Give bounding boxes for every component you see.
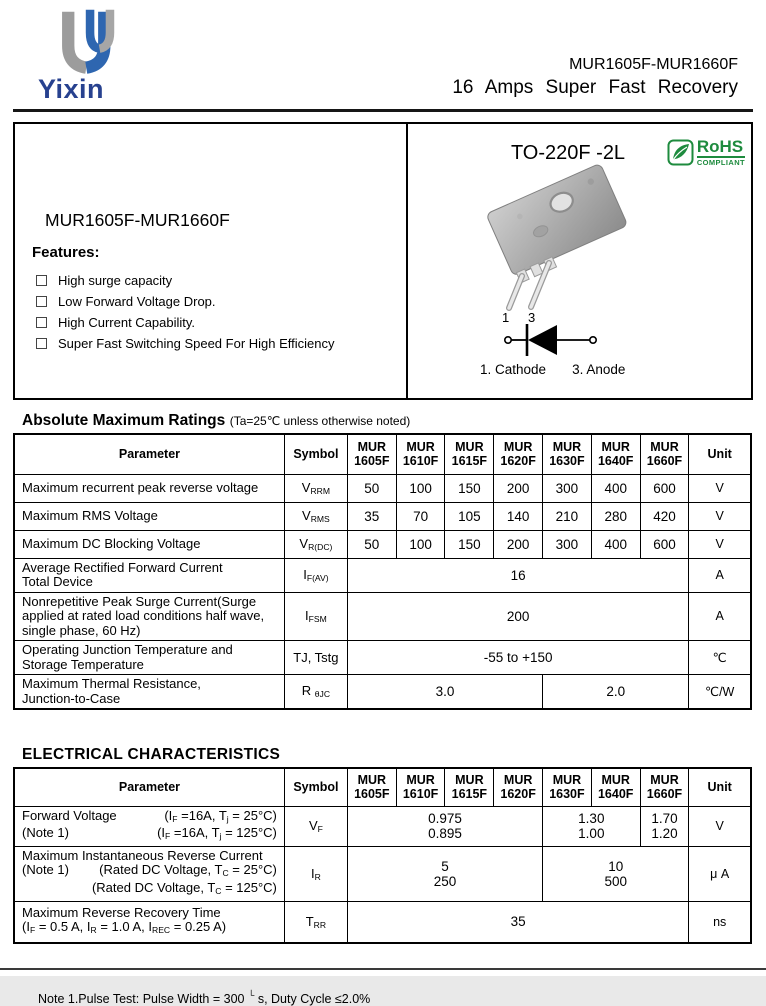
table-row-ir: [14, 846, 751, 901]
rohs-name: RoHS: [696, 137, 744, 156]
param-cell: Maximum recurrent peak reverse voltage: [14, 474, 284, 502]
col-mur1630f: MUR 1630F: [543, 434, 592, 474]
col-mur1615f: MUR 1615F: [445, 434, 494, 474]
value-cell: 600: [640, 474, 689, 502]
rohs-badge: [667, 138, 745, 167]
param-cell: Maximum Instantaneous Reverse Current (Note 1) (Rated DC Voltage, TC = 25°C) (Rated DC Voltage, TC = 125°C): [14, 846, 284, 901]
value-cell: 70: [396, 502, 445, 530]
package-title: TO-220F -2L: [510, 142, 626, 164]
col-mur1630f: MUR 1630F: [543, 768, 592, 806]
abs-max-table: [13, 433, 752, 710]
value-cell: 280: [591, 502, 640, 530]
pin3-label: 3: [528, 310, 536, 325]
symbol-cell: VF: [284, 806, 347, 846]
value-cell: 600: [640, 530, 689, 558]
value-cell: 3.0: [347, 675, 542, 710]
col-parameter: Parameter: [14, 768, 284, 806]
param-cell: Nonrepetitive Peak Surge Current(Surge applied at rated load conditions half wave, single phase, 60 Hz): [14, 592, 284, 641]
col-symbol: Symbol: [284, 768, 347, 806]
micro-glyph: └: [247, 990, 255, 1001]
value-cell: 1.30 1.00: [543, 806, 641, 846]
feature-label: Low Forward Voltage Drop.: [58, 294, 216, 309]
value-cell: 140: [494, 502, 543, 530]
value-cell: 105: [445, 502, 494, 530]
unit-cell: V: [689, 502, 751, 530]
value-cell: 100: [396, 474, 445, 502]
overview-left-panel: [15, 124, 406, 398]
symbol-cell: TJ, Tstg: [284, 641, 347, 675]
header-part-range: MUR1605F-MUR1660F: [569, 56, 738, 73]
unit-cell: V: [689, 474, 751, 502]
anode-label: 3. Anode: [572, 362, 626, 377]
leaf-icon: [667, 139, 694, 166]
features-list: [36, 270, 335, 354]
table-row-ifsm: [14, 592, 751, 641]
unit-cell: μ A: [689, 846, 751, 901]
table-row-vrms: [14, 502, 751, 530]
value-cell: 50: [347, 474, 396, 502]
value-cell: 150: [445, 474, 494, 502]
table-row-vrrm: [14, 474, 751, 502]
feature-item: [36, 312, 335, 333]
col-mur1620f: MUR 1620F: [494, 768, 543, 806]
yixin-logo-icon: [54, 8, 128, 78]
value-cell: 35: [347, 901, 688, 943]
symbol-cell: TRR: [284, 901, 347, 943]
package-photo: [456, 164, 666, 326]
param-cell: Maximum Reverse Recovery Time (IF = 0.5 A, IR = 1.0 A, IREC = 0.25 A): [14, 901, 284, 943]
symbol-cell: R θJC: [284, 675, 347, 710]
value-cell: 2.0: [543, 675, 689, 710]
rohs-compliant-label: COMPLIANT: [696, 157, 745, 167]
features-title: Features:: [32, 244, 100, 261]
value-cell: 200: [347, 592, 688, 641]
abs-max-subtitle: (Ta=25℃ unless otherwise noted): [229, 414, 411, 428]
param-cell: Forward Voltage (IF =16A, Tj = 25°C) (Note 1) (IF =16A, Tj = 125°C): [14, 806, 284, 846]
symbol-cell: VR(DC): [284, 530, 347, 558]
param-cell: Average Rectified Forward Current Total Device: [14, 558, 284, 592]
unit-cell: ns: [689, 901, 751, 943]
feature-label: High surge capacity: [58, 273, 173, 288]
unit-cell: ℃: [689, 641, 751, 675]
table-row-vrdc: [14, 530, 751, 558]
value-cell: 400: [591, 474, 640, 502]
unit-cell: A: [689, 592, 751, 641]
value-cell: 150: [445, 530, 494, 558]
header-rule: [13, 109, 753, 112]
table-header-row: [14, 768, 751, 806]
param-cell: Maximum DC Blocking Voltage: [14, 530, 284, 558]
value-cell: 200: [494, 474, 543, 502]
value-cell: 50: [347, 530, 396, 558]
param-cell: Operating Junction Temperature and Storage Temperature: [14, 641, 284, 675]
footnote: Note 1.Pulse Test: Pulse Width = 300 └ s, Duty Cycle ≤2.0%: [38, 990, 371, 1006]
overview-right-panel: [406, 124, 751, 398]
checkbox-icon: [36, 317, 47, 328]
checkbox-icon: [36, 338, 47, 349]
abs-max-title: Absolute Maximum Ratings: [22, 412, 226, 429]
feature-item: [36, 291, 335, 312]
value-cell: 100: [396, 530, 445, 558]
footer-rule: [0, 968, 766, 970]
symbol-cell: IR: [284, 846, 347, 901]
value-cell: 10 500: [543, 846, 689, 901]
col-mur1660f: MUR 1660F: [640, 434, 689, 474]
diode-symbol-icon: [503, 322, 598, 358]
table-row-trr: [14, 901, 751, 943]
abs-max-heading: [22, 412, 753, 430]
value-cell: 420: [640, 502, 689, 530]
col-symbol: Symbol: [284, 434, 347, 474]
symbol-cell: IF(AV): [284, 558, 347, 592]
header-titles: [452, 56, 738, 99]
table-row-vf: [14, 806, 751, 846]
unit-cell: V: [689, 530, 751, 558]
symbol-cell: VRMS: [284, 502, 347, 530]
table-row-ifav: [14, 558, 751, 592]
value-cell: 300: [543, 530, 592, 558]
diode-pin-labels: [480, 362, 625, 377]
value-cell: 300: [543, 474, 592, 502]
col-unit: Unit: [689, 768, 751, 806]
col-mur1605f: MUR 1605F: [347, 768, 396, 806]
header-subtitle: 16 Amps Super Fast Recovery: [452, 77, 738, 98]
table-header-row: [14, 434, 751, 474]
rohs-text: [697, 138, 745, 167]
symbol-cell: IFSM: [284, 592, 347, 641]
col-unit: Unit: [689, 434, 751, 474]
value-cell: 200: [494, 530, 543, 558]
col-mur1640f: MUR 1640F: [591, 434, 640, 474]
value-cell: 5 250: [347, 846, 542, 901]
table-row-rthjc: [14, 675, 751, 710]
table-row-tj: [14, 641, 751, 675]
unit-cell: ℃/W: [689, 675, 751, 710]
value-cell: 210: [543, 502, 592, 530]
unit-cell: V: [689, 806, 751, 846]
param-cell: Maximum Thermal Resistance, Junction-to-Case: [14, 675, 284, 710]
page-header: [0, 0, 766, 112]
col-mur1620f: MUR 1620F: [494, 434, 543, 474]
cathode-label: 1. Cathode: [480, 362, 547, 377]
col-mur1640f: MUR 1640F: [591, 768, 640, 806]
value-cell: 35: [347, 502, 396, 530]
feature-item: [36, 270, 335, 291]
value-cell: 1.70 1.20: [640, 806, 689, 846]
value-cell: -55 to +150: [347, 641, 688, 675]
col-mur1615f: MUR 1615F: [445, 768, 494, 806]
brand-name: Yixin: [38, 74, 105, 104]
feature-label: Super Fast Switching Speed For High Efficiency: [58, 336, 335, 351]
param-cell: Maximum RMS Voltage: [14, 502, 284, 530]
overview-box: [13, 122, 753, 400]
checkbox-icon: [36, 275, 47, 286]
col-parameter: Parameter: [14, 434, 284, 474]
part-title: MUR1605F-MUR1660F: [45, 210, 230, 230]
checkbox-icon: [36, 296, 47, 307]
feature-item: [36, 333, 335, 354]
col-mur1610f: MUR 1610F: [396, 434, 445, 474]
col-mur1660f: MUR 1660F: [640, 768, 689, 806]
value-cell: 400: [591, 530, 640, 558]
pin1-label: 1: [502, 310, 510, 325]
value-cell: 16: [347, 558, 688, 592]
elec-title: ELECTRICAL CHARACTERISTICS: [22, 746, 281, 763]
col-mur1610f: MUR 1610F: [396, 768, 445, 806]
col-mur1605f: MUR 1605F: [347, 434, 396, 474]
elec-table: [13, 767, 752, 944]
feature-label: High Current Capability.: [58, 315, 196, 330]
value-cell: 0.975 0.895: [347, 806, 542, 846]
unit-cell: A: [689, 558, 751, 592]
symbol-cell: VRRM: [284, 474, 347, 502]
